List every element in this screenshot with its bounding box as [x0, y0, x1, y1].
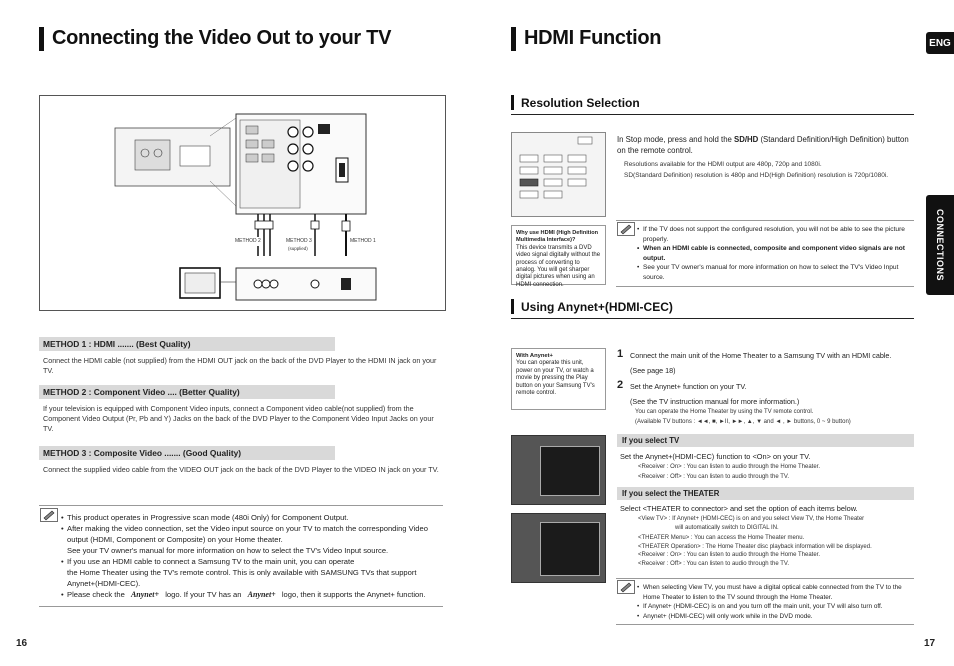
theater-receiver-off: <Receiver : Off> : You can listen to audio through the TV. — [638, 561, 789, 567]
remote-control-art — [512, 133, 605, 216]
left-note-2: • After making the video connection, set the Video input source on your TV to match the corresponding Video output (HDMI, Component or Composite) on your Home theater. — [61, 523, 443, 545]
resolution-heading: Resolution Selection — [521, 96, 640, 110]
tv-menu-panel-2 — [540, 522, 600, 576]
with-anynet-title: With Anynet+ — [516, 353, 553, 359]
anynet-logo-1: Anynet+ — [130, 590, 160, 599]
notes-divider-top — [39, 505, 443, 506]
connections-tab — [926, 195, 954, 295]
left-note-4b: logo. If your TV has an — [165, 590, 242, 599]
why-hdmi-text: This device transmits a DVD video signal digitally without the process of converting to analog. You will get sharper digital pictures when using an HDMI connection. — [516, 244, 601, 288]
resolution-notes — [637, 225, 914, 282]
theater-view-tv-2: will automatically switch to DIGITAL IN. — [675, 525, 779, 531]
tv-menu-screenshot-2 — [511, 513, 606, 583]
step1-sub: (See page 18) — [630, 366, 676, 375]
with-anynet-text: You can operate this unit, power on your TV, or watch a movie by pressing the Play button on your Samsung TV's remote control. — [516, 360, 595, 397]
anynet-notes — [637, 583, 914, 621]
anynet-note-1: • When selecting View TV, you must have a digital optical cable connected from the TV to the Home Theater to listen to the TV sound through the Home Theater. — [637, 583, 914, 602]
left-note-4a: Please check the — [67, 590, 125, 599]
with-anynet-box — [511, 348, 606, 410]
method3-sublabel: (supplied) — [288, 246, 308, 251]
select-tv-on: <Receiver : On> : You can listen to audio through the Home Theater. — [638, 464, 821, 470]
resolution-rule — [511, 114, 914, 115]
method2-header: METHOD 2 : Component Video .... (Better Quality) — [39, 385, 335, 399]
resolution-heading-bar — [511, 95, 514, 110]
title-bar-right — [511, 27, 516, 51]
connection-diagram-art — [40, 96, 445, 310]
method2-text: If your television is equipped with Component Video inputs, connect a Component video cable(not supplied) from the Component Video Output (Pr, Pb and Y) Jacks on the back of the DVD Player to the Component Video Input Jacks on your TV. — [43, 404, 434, 433]
remote-control-image — [511, 132, 606, 217]
tv-menu-screenshot-1 — [511, 435, 606, 505]
res-note-2: • When an HDMI cable is connected, composite and component video signals are not output. — [637, 244, 914, 263]
step2-number: 2 — [617, 379, 624, 391]
connection-diagram — [39, 95, 446, 311]
resolution-intro — [617, 134, 917, 156]
method1-label: METHOD 1 — [350, 238, 376, 244]
connections-tab-label: CONNECTIONS — [935, 208, 945, 281]
step2-sub: (See the TV instruction manual for more information.) — [630, 397, 800, 406]
step1-number: 1 — [617, 348, 624, 360]
anynet-heading: Using Anynet+(HDMI-CEC) — [521, 300, 673, 314]
page-title-right: HDMI Function — [524, 27, 662, 49]
step2-detail2: (Available TV buttons : ◄◄, ■, ►II, ►►, ▲, ▼ and ◄ , ► buttons, 0 ~ 9 button) — [635, 419, 851, 425]
resolution-line1: Resolutions available for the HDMI output are 480p, 720p and 1080i. — [624, 161, 822, 168]
method3-header: METHOD 3 : Composite Video ....... (Good Quality) — [39, 446, 335, 460]
anynet-heading-bar — [511, 299, 514, 314]
resolution-intro-post: (Standard Definition/High Definition) button on the remote control. — [617, 135, 909, 155]
left-note-4c: logo, then it supports the Anynet+ function. — [281, 590, 426, 599]
anynet-logo-2: Anynet+ — [247, 590, 276, 599]
method1-header: METHOD 1 : HDMI ....... (Best Quality) — [39, 337, 335, 351]
res-note-3: • See your TV owner's manual for more information on how to select the TV's Video Input source. — [637, 263, 914, 282]
note-pencil-icon — [617, 222, 635, 236]
anynet-rule — [511, 318, 914, 319]
res-notes-divider-top — [616, 220, 914, 221]
left-note-2b: See your TV owner's manual for more information on how to select the TV's Video Input source. — [67, 546, 389, 555]
note-pencil-icon — [40, 508, 58, 522]
eng-tab: ENG — [926, 32, 954, 54]
note-pencil-icon — [617, 580, 635, 594]
theater-receiver-on: <Receiver : On> : You can listen to audio through the Home Theater. — [638, 552, 821, 558]
notes-divider-bottom — [39, 606, 443, 607]
theater-operation: <THEATER Operation> : The Home Theater disc playback information will be displayed. — [638, 544, 872, 550]
select-tv-header: If you select TV — [617, 434, 914, 447]
select-tv-line: Set the Anynet+(HDMI-CEC) function to <On> on your TV. — [620, 452, 811, 461]
why-hdmi-title: Why use HDMI (High Definition Multimedia Interface)? — [516, 230, 599, 244]
anynet-note-2: • If Anynet+ (HDMI-CEC) is on and you turn off the main unit, your TV will also turn off. — [637, 602, 914, 612]
left-note-1: • This product operates in Progressive scan mode (480i Only) for Component Output. — [61, 512, 443, 523]
anynet-note-3: • Anynet+ (HDMI-CEC) will only work while in the DVD mode. — [637, 612, 914, 622]
select-tv-off: <Receiver : Off> : You can listen to audio through the TV. — [638, 474, 789, 480]
left-note-3: • If you use an HDMI cable to connect a Samsung TV to the main unit, you can operate — [61, 556, 443, 567]
page-title-left: Connecting the Video Out to your TV — [52, 27, 392, 49]
title-bar-left — [39, 27, 44, 51]
theater-view-tv: <View TV> : If Anynet+ (HDMI-CEC) is on and you select View TV, the Home Theater — [638, 516, 865, 522]
page-number-left: 16 — [16, 638, 28, 649]
select-theater-line: Select <THEATER to connector> and set the option of each items below. — [620, 504, 858, 513]
left-note-3b: the Home Theater using the TV's remote control. This is only available with SAMSUNG TVs that support Anynet+(HDMI-CEC). — [67, 568, 417, 588]
resolution-line2: SD(Standard Definition) resolution is 480p and HD(High Definition) resolution is 720p/1080i. — [624, 172, 889, 179]
page-number-right: 17 — [924, 638, 936, 649]
method1-text: Connect the HDMI cable (not supplied) from the HDMI OUT jack on the back of the DVD Player to the HDMI IN jack on your TV. — [43, 356, 437, 375]
theater-menu: <THEATER Menu> : You can access the Home Theater menu. — [638, 535, 805, 541]
anynet-notes-divider-top — [616, 578, 914, 579]
anynet-notes-divider-bottom — [616, 624, 914, 625]
sdhd-key: SD/HD — [734, 135, 759, 144]
left-notes — [61, 512, 443, 600]
method2-label: METHOD 2 — [235, 238, 261, 244]
res-notes-divider-bottom — [616, 286, 914, 287]
method3-text: Connect the supplied video cable from the VIDEO OUT jack on the back of the DVD Player to the VIDEO IN jack on your TV. — [43, 465, 439, 474]
tv-menu-panel-1 — [540, 446, 600, 496]
resolution-intro-pre: In Stop mode, press and hold the — [617, 135, 735, 144]
step2-text: Set the Anynet+ function on your TV. — [630, 382, 747, 391]
select-theater-header: If you select the THEATER — [617, 487, 914, 500]
why-hdmi-box — [511, 225, 606, 288]
left-note-4 — [61, 589, 443, 600]
step1-text: Connect the main unit of the Home Theater to a Samsung TV with an HDMI cable. — [630, 351, 892, 360]
method3-label: METHOD 3 — [286, 238, 312, 244]
res-note-1: • If the TV does not support the configured resolution, you will not be able to see the picture properly. — [637, 225, 914, 244]
step2-detail1: You can operate the Home Theater by using the TV remote control. — [635, 409, 814, 415]
